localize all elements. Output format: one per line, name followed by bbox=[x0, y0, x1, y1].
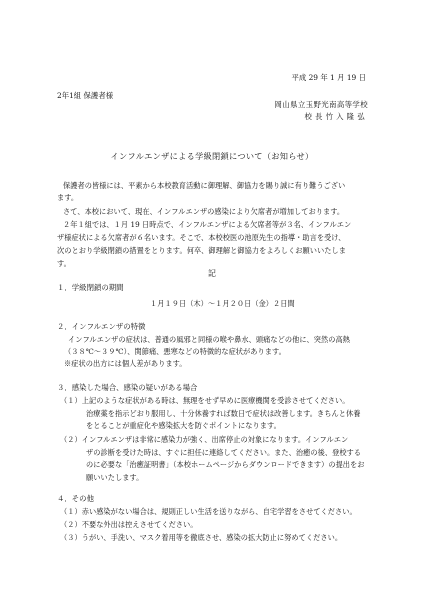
section-2-line: インフルエンザの症状は、普通の風邪と同様の喉や鼻水、頭痛などの他に、突然の高熱 bbox=[68, 335, 350, 344]
principal-name: 校 長 竹 入 隆 弘 bbox=[304, 112, 365, 121]
section-4-line: （１）赤い感染がない場合は、規則正しい生活を送りながら、自宅学習をさせてください。 bbox=[60, 507, 357, 516]
intro-line: 次のとおり学級閉鎖の措置をとります。何卒、御理解と御協力をよろしくお願いいたしま bbox=[57, 246, 346, 255]
section-4-line: （２）不要な外出は控えさせてください。 bbox=[60, 520, 198, 529]
section-3-heading: ３．感染した場合、感染の疑いがある場合 bbox=[57, 383, 198, 392]
section-3-line: のに必要な「治癒証明書」（本校ホームページからダウンロードできます）の提出をお bbox=[86, 460, 365, 469]
intro-line: ザ様症状による欠席者が６名います。そこで、本校校医の池原先生の指導・助言を受け、 bbox=[57, 233, 346, 242]
closure-period: １月１９日（木）～１月２０日（金）２日間 bbox=[150, 299, 295, 308]
intro-line: ます。 bbox=[57, 193, 79, 202]
document-title: インフルエンザによる学級閉鎖について（お知らせ） bbox=[110, 151, 314, 161]
intro-line: す。 bbox=[57, 259, 71, 268]
recipient: 2年1組 保護者様 bbox=[57, 91, 114, 100]
section-4-heading: ４．その他 bbox=[57, 494, 94, 503]
section-3-line: （２）インフルエンザは非常に感染力が強く、出席停止の対象になります。インフルエン bbox=[60, 435, 349, 444]
section-2-note: ※症状の出方には個人差があります。 bbox=[64, 359, 187, 368]
section-2-heading: ２．インフルエンザの特徴 bbox=[57, 322, 146, 331]
intro-line: ２年１組では、１月 19 日時点で、インフルエンザによる欠席者等が３名、インフルエン bbox=[63, 220, 352, 229]
section-3-line: （１）上記のような症状がある時は、無理をせず早めに医療機関を受診させてください。 bbox=[60, 396, 350, 405]
intro-line: 保護者の皆様には、平素から本校教育活動に御理解、御協力を賜り誠に有り難うござい bbox=[63, 181, 346, 190]
section-1-heading: １．学級閉鎖の期間 bbox=[57, 283, 124, 292]
ki-heading: 記 bbox=[208, 269, 216, 278]
intro-line: さて、本校において、現在、インフルエンザの感染により欠席者が増加しております。 bbox=[63, 207, 345, 216]
document-date: 平成 29 年 1 月 19 日 bbox=[291, 73, 366, 82]
section-4-line: （３）うがい、手洗い、マスク着用等を徹底させ、感染の拡大防止に努めてください。 bbox=[60, 533, 343, 542]
section-2-line: （３８℃～３９℃）、関節痛、悪寒などの特徴的な症状があります。 bbox=[64, 347, 286, 356]
section-3-line: ザの診断を受けた時は、すぐに担任に連絡してください。また、治癒の後、登校する bbox=[86, 448, 362, 457]
section-3-line: 治療薬を指示どおり服用し、十分休養すれば数日で症状は改善します。きちんと休養 bbox=[86, 409, 361, 418]
section-3-line: 願いいたします。 bbox=[86, 473, 144, 482]
section-3-line: をとることが重症化や感染拡大を防ぐポイントになります。 bbox=[86, 421, 281, 430]
school-name: 岡山県立玉野光南高等学校 bbox=[274, 100, 368, 109]
